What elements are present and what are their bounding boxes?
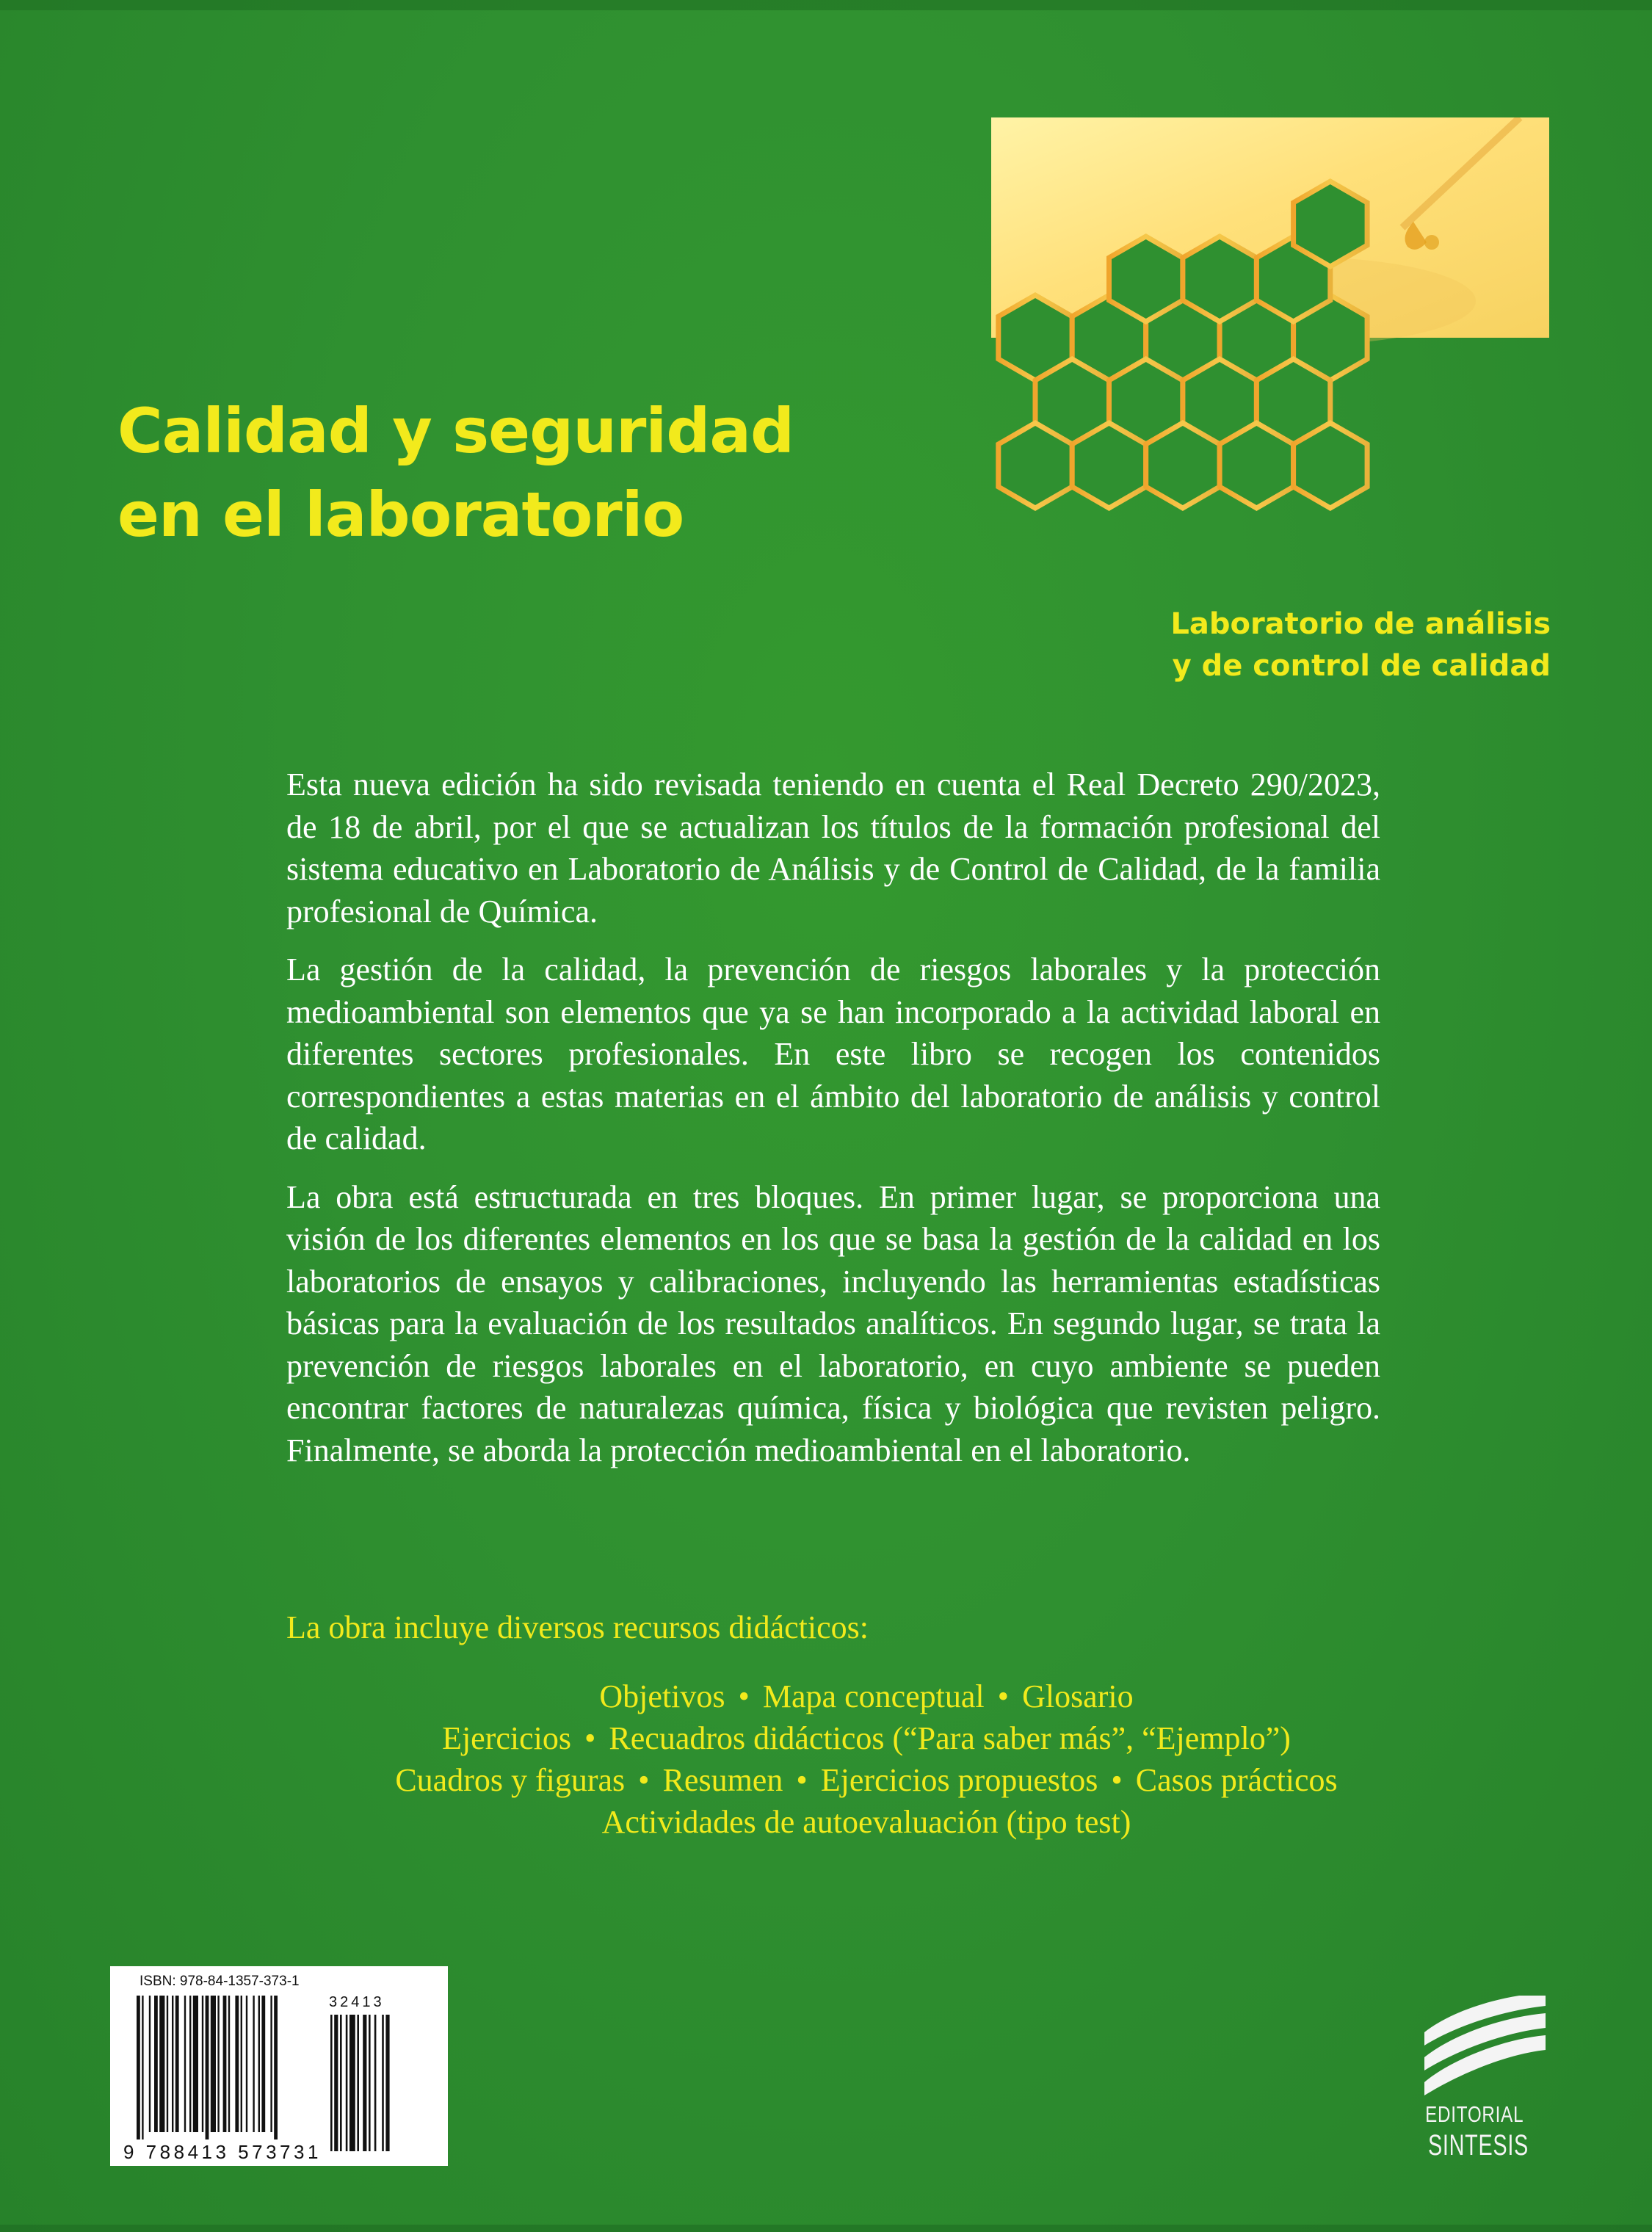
barcode-bar — [211, 1996, 216, 2132]
barcode-bar — [184, 1996, 186, 2132]
hexagon-cell — [1146, 423, 1220, 508]
cover-top-edge — [0, 0, 1652, 10]
hexagon-cell — [1294, 423, 1368, 508]
barcode-addon-bar — [340, 2015, 342, 2151]
book-title-line-1: Calidad y seguridad — [117, 395, 794, 467]
description-paragraph-2: La gestión de la calidad, la prevención de riesgos laborales y la protección medioambiental son elementos que ya se han incorporado a la actividad laboral en diferentes sectores profesionales. En este libro se recogen los contenidos correspondientes a estas materias en el ámbito del laboratorio de análisis y control de calidad. — [286, 952, 1380, 1156]
bullet-icon: • — [638, 1762, 650, 1798]
barcode-addon-bar — [369, 2015, 371, 2151]
bullet-icon: • — [1111, 1762, 1123, 1798]
barcode-bar — [202, 1996, 203, 2132]
bullet-icon: • — [584, 1720, 596, 1756]
description-paragraph-1: Esta nueva edición ha sido revisada teniendo en cuenta el Real Decreto 290/2023, de 18 de abril, por el que se actualizan los títulos de la formación profesional del sistema educativo en Laboratorio de Análisis y de Control de Calidad, de la familia profesional de Química. — [286, 767, 1380, 930]
hexagon-cell — [999, 423, 1072, 508]
resources-list — [220, 1675, 1512, 1843]
isbn-barcode — [110, 1966, 448, 2166]
hexagon-cell — [1183, 236, 1257, 322]
barcode-bar — [154, 1996, 158, 2132]
resources-line-1 — [220, 1675, 1512, 1717]
resource-item: Objetivos — [599, 1678, 725, 1714]
bullet-icon: • — [997, 1678, 1010, 1714]
barcode-bar — [261, 1996, 265, 2132]
resource-item: Recuadros didácticos (“Para saber más”, “Ejemplo”) — [609, 1720, 1291, 1756]
resource-item: Ejercicios — [442, 1720, 571, 1756]
resource-item: Actividades de autoevaluación (tipo test) — [601, 1804, 1131, 1840]
description-paragraph-3: La obra está estructurada en tres bloques. En primer lugar, se proporciona una visión de los diferentes elementos en los que se basa la gestión de la calidad en los laboratorios de ensayos y calibraciones, incluyendo las herramientas estadísticas básicas para la evaluación de los resultados analíticos. En segundo lugar, se trata la prevención de riesgos laborales en el laboratorio, en cuyo ambiente se pueden encontrar factores de naturalezas química, física y biológica que revisten peligro. Finalmente, se aborda la protección medioambiental en el laboratorio. — [286, 1178, 1380, 1468]
honeycomb-lab-pipette-icon — [991, 117, 1549, 558]
barcode-bar — [246, 1996, 247, 2132]
book-subtitle-line-2: y de control de calidad — [1172, 649, 1551, 683]
barcode-bar — [253, 1996, 254, 2132]
barcode-addon-bar — [374, 2015, 377, 2151]
publisher-name-line-1: EDITORIAL — [1425, 2101, 1524, 2127]
hexagon-cell — [1220, 423, 1294, 508]
barcode-bar — [172, 1996, 173, 2132]
resources-line-3 — [220, 1759, 1512, 1801]
barcode-bar — [274, 1996, 278, 2139]
barcode-bar — [142, 1996, 143, 2139]
barcode-bar — [206, 1996, 209, 2139]
barcode-bar — [149, 1996, 151, 2132]
barcode-digits: 9 788413 573731 — [123, 2141, 322, 2163]
resource-item: Mapa conceptual — [762, 1678, 985, 1714]
barcode-bar — [223, 1996, 227, 2132]
barcode-bar — [217, 1996, 219, 2132]
resources-line-2 — [220, 1717, 1512, 1759]
barcode-bar — [193, 1996, 198, 2132]
barcode-bar — [270, 1996, 272, 2132]
barcode-addon-bar — [349, 2015, 355, 2151]
book-subtitle-line-1: Laboratorio de análisis — [1170, 607, 1551, 641]
barcode-bar — [241, 1996, 242, 2132]
publisher-stripes-logo-icon — [1417, 1996, 1549, 2194]
barcode-addon-bar — [363, 2015, 366, 2151]
barcode-addon-bar — [357, 2015, 359, 2151]
barcode-bar — [137, 1996, 140, 2139]
bullet-icon: • — [796, 1762, 808, 1798]
barcode-addon-bar — [334, 2015, 338, 2151]
publisher-name-line-2: SINTESIS — [1428, 2129, 1529, 2162]
resource-item: Resumen — [662, 1762, 783, 1798]
barcode-bar — [175, 1996, 179, 2132]
barcode-addon-bar — [346, 2015, 348, 2151]
hexagon-cell — [1294, 181, 1368, 267]
resource-item: Glosario — [1022, 1678, 1134, 1714]
book-description — [286, 764, 1380, 1488]
resources-intro: La obra incluye diversos recursos didácticos: — [286, 1609, 869, 1645]
barcode-addon-bar — [330, 2015, 333, 2151]
barcode-bar — [258, 1996, 260, 2132]
barcode-bar — [228, 1996, 230, 2132]
cover-bottom-edge — [0, 2225, 1652, 2232]
book-title — [117, 389, 999, 557]
resource-item: Cuadros y figuras — [395, 1762, 626, 1798]
hexagon-cell — [1109, 236, 1183, 322]
barcode-bars-icon — [110, 1966, 448, 2166]
bullet-icon: • — [738, 1678, 750, 1714]
barcode-bar — [159, 1996, 164, 2132]
book-subtitle — [954, 604, 1551, 687]
barcode-addon-bar — [385, 2015, 389, 2151]
barcode-addon-bar — [382, 2015, 384, 2151]
resource-item: Casos prácticos — [1135, 1762, 1338, 1798]
resources-line-4 — [220, 1801, 1512, 1843]
barcode-addon-digits: 32413 — [329, 1994, 385, 2010]
hexagon-cell — [1072, 423, 1146, 508]
barcode-bar — [189, 1996, 191, 2132]
isbn-label: ISBN: 978-84-1357-373-1 — [140, 1974, 300, 1989]
book-title-line-2: en el laboratorio — [117, 479, 684, 551]
resource-item: Ejercicios propuestos — [820, 1762, 1098, 1798]
barcode-bar — [167, 1996, 168, 2132]
barcode-bar — [235, 1996, 239, 2132]
